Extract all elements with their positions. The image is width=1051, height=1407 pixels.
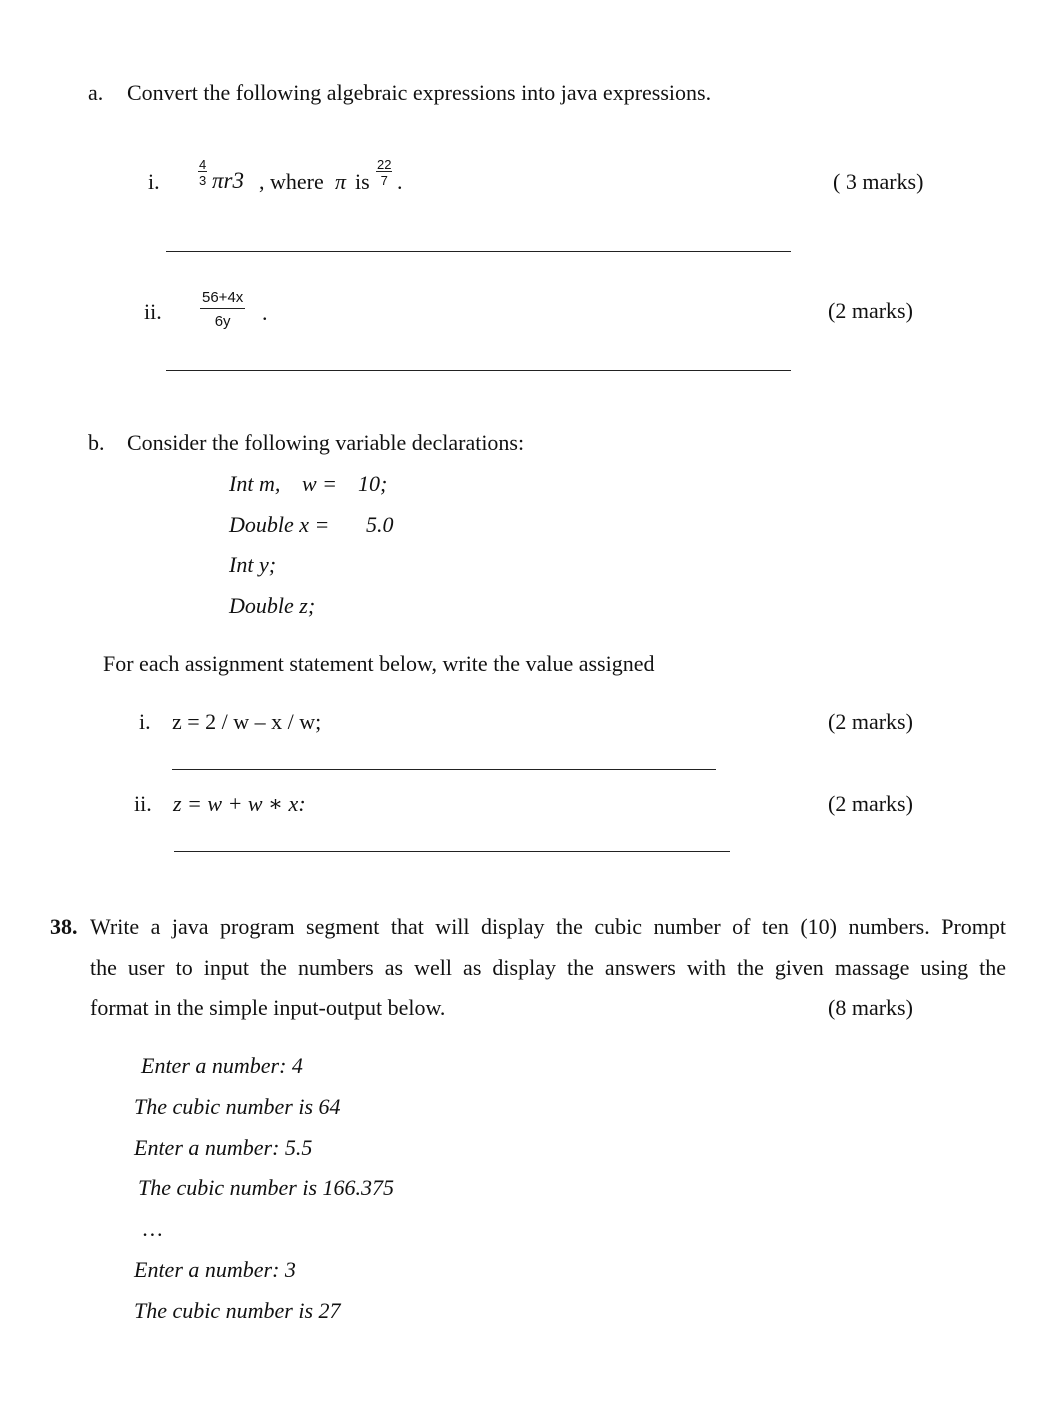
- declaration-value-5: 5.0: [366, 512, 394, 537]
- marks-a-ii: (2 marks): [828, 298, 913, 323]
- fraction-denominator: 7: [380, 173, 388, 188]
- declaration-int-m: Int m,: [229, 471, 281, 496]
- declaration-double-x: Double x =: [229, 512, 330, 537]
- assignment-instruction: For each assignment statement below, write the value assigned: [103, 651, 655, 676]
- question-38-line-3: format in the simple input-output below.: [90, 995, 446, 1020]
- fraction-numerator: 22: [377, 157, 392, 172]
- sample-ellipsis: …: [143, 1216, 163, 1241]
- expression-pi-r3: πr3: [212, 168, 244, 193]
- question-b-i-number: i.: [139, 709, 151, 734]
- pi-symbol: π: [335, 169, 347, 194]
- question-38-number: 38.: [50, 914, 78, 939]
- period: .: [262, 300, 268, 325]
- marks-38: (8 marks): [828, 995, 913, 1020]
- statement-b-i: z = 2 / w – x / w;: [172, 709, 322, 734]
- where-text: , where: [259, 169, 324, 194]
- answer-line-a-i[interactable]: [166, 251, 791, 252]
- answer-line-b-i[interactable]: [172, 769, 716, 770]
- sample-line-4: The cubic number is 166.375: [138, 1175, 395, 1200]
- question-a-i-number: i.: [148, 169, 160, 194]
- part-b-instruction: Consider the following variable declarations:: [127, 430, 525, 455]
- part-a-instruction: Convert the following algebraic expressions into java expressions.: [127, 80, 712, 105]
- question-38-line-2: the user to input the numbers as well as display the answers with the given massage using the: [90, 955, 1006, 980]
- declaration-int-y: Int y;: [229, 552, 277, 577]
- marks-a-i: ( 3 marks): [833, 169, 924, 194]
- fraction-56-4x-over-6y: [200, 290, 245, 329]
- fraction-numerator: 56+4x: [200, 290, 245, 309]
- question-b-ii-number: ii.: [134, 791, 152, 816]
- sample-line-2: The cubic number is 64: [134, 1094, 341, 1119]
- period: .: [397, 169, 403, 194]
- declaration-double-z: Double z;: [229, 593, 316, 618]
- fraction-denominator: 6y: [214, 313, 231, 330]
- sample-line-1: Enter a number: 4: [141, 1053, 303, 1078]
- statement-b-ii: z = w + w ∗ x:: [173, 791, 306, 816]
- fraction-denominator: 3: [199, 173, 207, 188]
- marks-b-i: (2 marks): [828, 709, 913, 734]
- sample-line-6: The cubic number is 27: [134, 1298, 341, 1323]
- answer-line-a-ii[interactable]: [166, 370, 791, 371]
- fraction-numerator: 4: [199, 157, 207, 172]
- sample-line-5: Enter a number: 3: [134, 1257, 296, 1282]
- sample-line-3: Enter a number: 5.5: [134, 1135, 313, 1160]
- answer-line-b-ii[interactable]: [174, 851, 730, 852]
- declaration-value-10: 10;: [358, 471, 388, 496]
- is-text: is: [355, 169, 370, 194]
- fraction-four-thirds: [198, 158, 207, 187]
- part-a-letter: a.: [88, 80, 104, 105]
- part-b-letter: b.: [88, 430, 105, 455]
- declaration-w-equals: w =: [302, 471, 338, 496]
- fraction-22-7: [376, 158, 392, 187]
- question-38-line-1: Write a java program segment that will display the cubic number of ten (10) numbers. Prompt: [90, 914, 1006, 939]
- question-a-ii-number: ii.: [144, 299, 162, 324]
- marks-b-ii: (2 marks): [828, 791, 913, 816]
